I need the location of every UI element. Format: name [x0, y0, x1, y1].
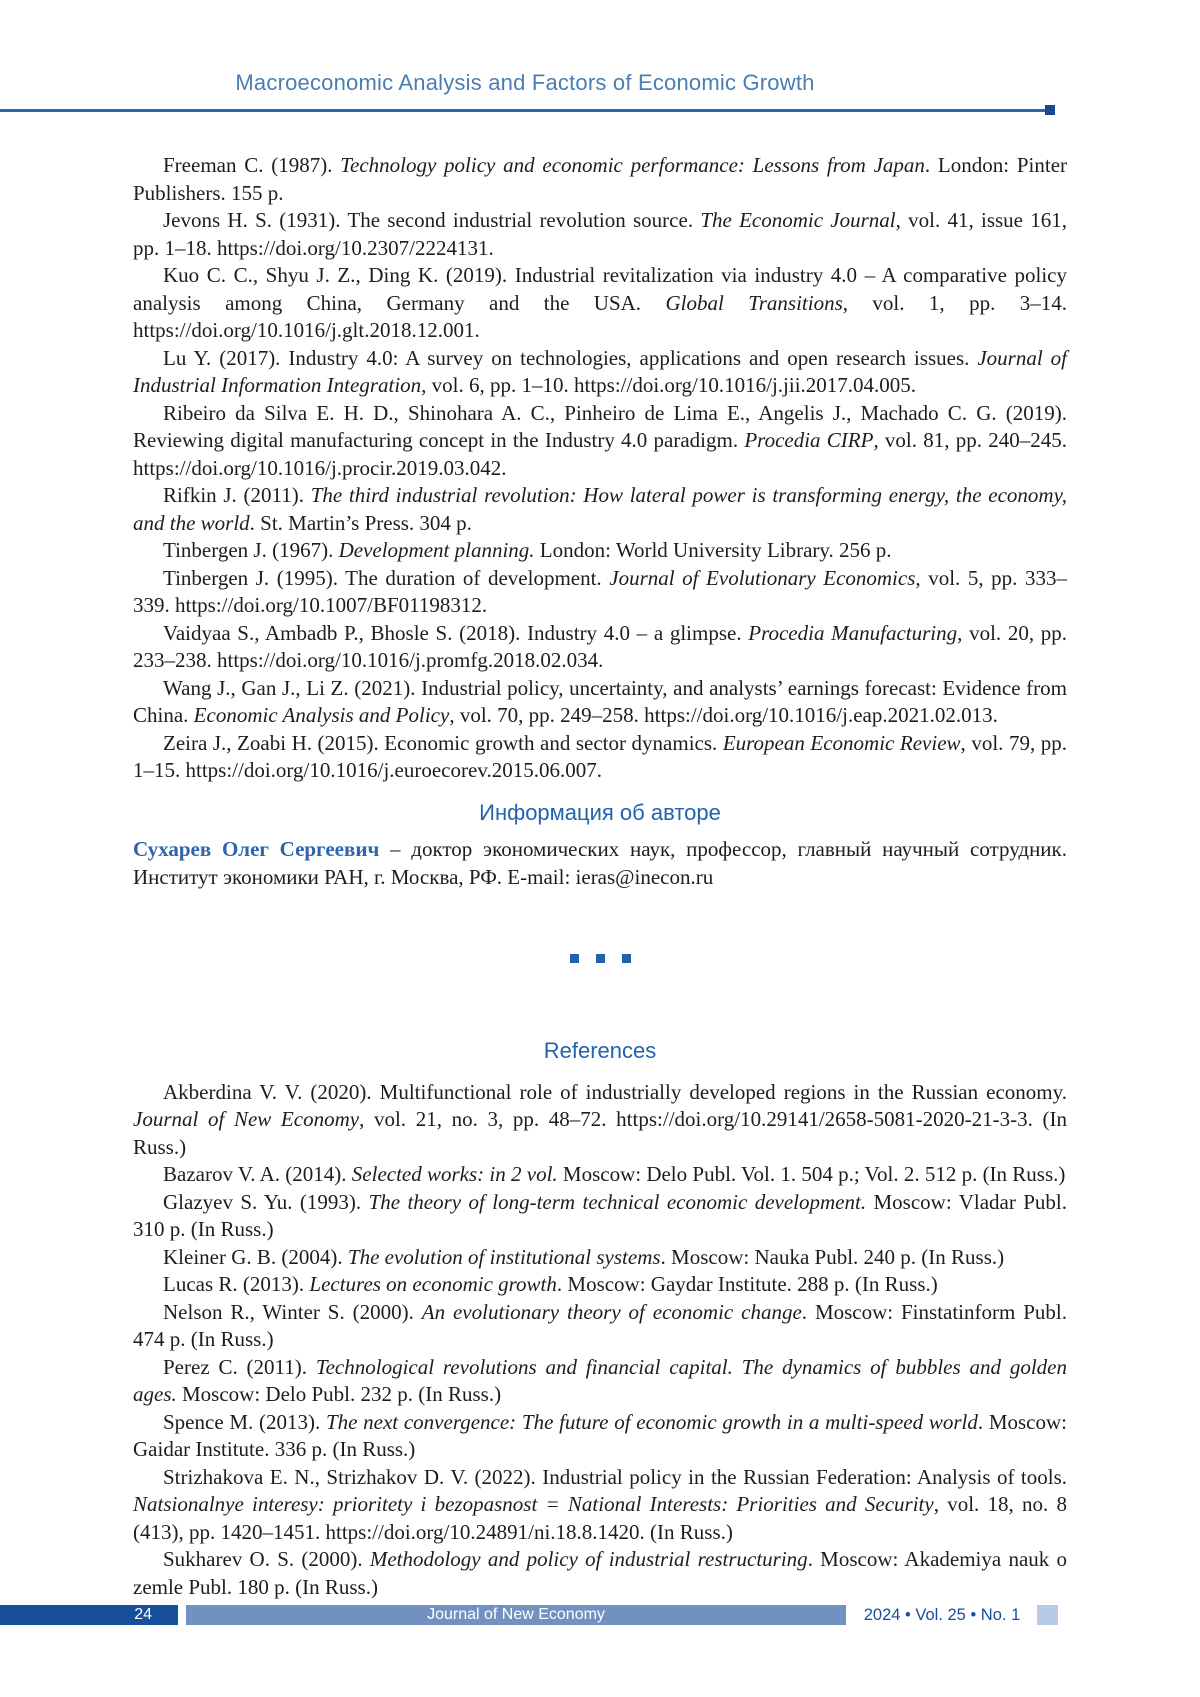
- author-name: Сухарев Олег Сергеевич: [133, 837, 380, 861]
- author-info-paragraph: Сухарев Олег Сергеевич – доктор экономических наук, профессор, главный научный сотрудник. Институт экономики РАН, г. Москва, РФ. E-mail: ieras@inecon.ru: [133, 837, 1067, 889]
- header-rule-end-square-icon: [1045, 105, 1055, 115]
- square-bullet-icon: [596, 954, 605, 963]
- author-info-heading: Информация об авторе: [479, 799, 721, 825]
- section-separator: [133, 953, 1067, 963]
- reference-entry: Kuo C. C., Shyu J. Z., Ding K. (2019). Industrial revitalization via industry 4.0 – A comparative policy analysis among China, Germany and the USA. Global Transitions, vol. 1, pp. 3–14. https://doi.org/10.1016/j.glt.2018.12.001.: [133, 263, 1067, 342]
- reference-entry: Jevons H. S. (1931). The second industrial revolution source. The Economic Journal, vol. 41, issue 161, pp. 1–18. https://doi.org/10.2307/2224131.: [133, 208, 1067, 260]
- reference-entry: Bazarov V. A. (2014). Selected works: in 2 vol. Moscow: Delo Publ. Vol. 1. 504 p.; Vol. 2. 512 p. (In Russ.): [163, 1162, 1066, 1186]
- reference-entry: Spence M. (2013). The next convergence: The future of economic growth in a multi-speed world. Moscow: Gaidar Institute. 336 p. (In Russ.): [133, 1409, 1067, 1461]
- square-bullet-icon: [570, 954, 579, 963]
- footer-issue-info: 2024 • Vol. 25 • No. 1: [863, 1606, 1021, 1624]
- reference-entry: Lucas R. (2013). Lectures on economic growth. Moscow: Gaydar Institute. 288 p. (In Russ.): [163, 1272, 938, 1296]
- reference-entry: Perez C. (2011). Technological revolutions and financial capital. The dynamics of bubbles and golden ages. Moscow: Delo Publ. 232 p. (In Russ.): [133, 1354, 1067, 1406]
- footer-page-number: 24: [0, 1605, 178, 1625]
- reference-entry: Wang J., Gan J., Li Z. (2021). Industrial policy, uncertainty, and analysts’ earnings forecast: Evidence from China. Economic Analysis and Policy, vol. 70, pp. 249–258. https://doi.org/10.1016/j.eap.2021.02.013.: [133, 675, 1067, 727]
- author-info-block: [133, 836, 1067, 891]
- references-list: [133, 1079, 1067, 1602]
- running-head-title: Macroeconomic Analysis and Factors of Economic Growth: [235, 70, 815, 95]
- reference-entry: Rifkin J. (2011). The third industrial revolution: How lateral power is transforming energy, the economy, and the world. St. Martin’s Press. 304 p.: [133, 483, 1067, 535]
- text-column: [133, 152, 1067, 1601]
- reference-entry: Zeira J., Zoabi H. (2015). Economic growth and sector dynamics. European Economic Review, vol. 79, pp. 1–15. https://doi.org/10.1016/j.euroecorev.2015.06.007.: [133, 730, 1067, 782]
- reference-entry: Freeman C. (1987). Technology policy and economic performance: Lessons from Japan. London: Pinter Publishers. 155 p.: [133, 153, 1068, 205]
- footer-journal-title: Journal of New Economy: [186, 1605, 846, 1625]
- square-bullet-icon: [622, 954, 631, 963]
- reference-entry: Strizhakova E. N., Strizhakov D. V. (2022). Industrial policy in the Russian Federation: Analysis of tools. Natsionalnye interesy: prioritety i bezopasnost = National Interests: Priorities and Security, vol. 18, no. 8 (413), pp. 1420–1451. https://doi.org/10.24891/ni.18.8.1420. (In Russ.): [133, 1464, 1067, 1544]
- reference-entry: Vaidyaa S., Ambadb P., Bhosle S. (2018). Industry 4.0 – a glimpse. Procedia Manufacturing, vol. 20, pp. 233–238. https://doi.org/10.1016/j.promfg.2018.02.034.: [133, 620, 1068, 672]
- reference-entry: Nelson R., Winter S. (2000). An evolutionary theory of economic change. Moscow: Finstatinform Publ. 474 p. (In Russ.): [133, 1299, 1068, 1351]
- footer-corner-square-icon: [1037, 1605, 1058, 1625]
- page-footer: [0, 1605, 1200, 1625]
- reference-entry: Sukharev O. S. (2000). Methodology and policy of industrial restructuring. Moscow: Akademiya nauk o zemle Publ. 180 p. (In Russ.): [133, 1547, 1067, 1599]
- header-rule: [0, 109, 1051, 112]
- reference-entry: Tinbergen J. (1995). The duration of development. Journal of Evolutionary Economics, vol. 5, pp. 333–339. https://doi.org/10.1007/BF01198312.: [133, 565, 1067, 617]
- reference-entry: Akberdina V. V. (2020). Multifunctional role of industrially developed regions in the Russian economy. Journal of New Economy, vol. 21, no. 3, pp. 48–72. https://doi.org/10.29141/2658-5081-2020-21-3-3. (In Russ.): [133, 1079, 1067, 1159]
- references-heading: References: [543, 1038, 657, 1063]
- reference-entry: Ribeiro da Silva E. H. D., Shinohara A. C., Pinheiro de Lima E., Angelis J., Machado C. G. (2019). Reviewing digital manufacturing concept in the Industry 4.0 paradigm. Procedia CIRP, vol. 81, pp. 240–245. https://doi.org/10.1016/j.procir.2019.03.042.: [133, 400, 1067, 480]
- reference-entry: Kleiner G. B. (2004). The evolution of institutional systems. Moscow: Nauka Publ. 240 p. (In Russ.): [163, 1244, 1005, 1269]
- reference-entry: Glazyev S. Yu. (1993). The theory of long-term technical economic development. Moscow: Vladar Publ. 310 p. (In Russ.): [133, 1189, 1067, 1241]
- reference-entry: Tinbergen J. (1967). Development planning. London: World University Library. 256 p.: [163, 538, 892, 562]
- bibliography-continued-list: [133, 152, 1067, 785]
- reference-entry: Lu Y. (2017). Industry 4.0: A survey on technologies, applications and open research issues. Journal of Industrial Information Integration, vol. 6, pp. 1–10. https://doi.org/10.1016/j.jii.2017.04.005.: [133, 345, 1067, 397]
